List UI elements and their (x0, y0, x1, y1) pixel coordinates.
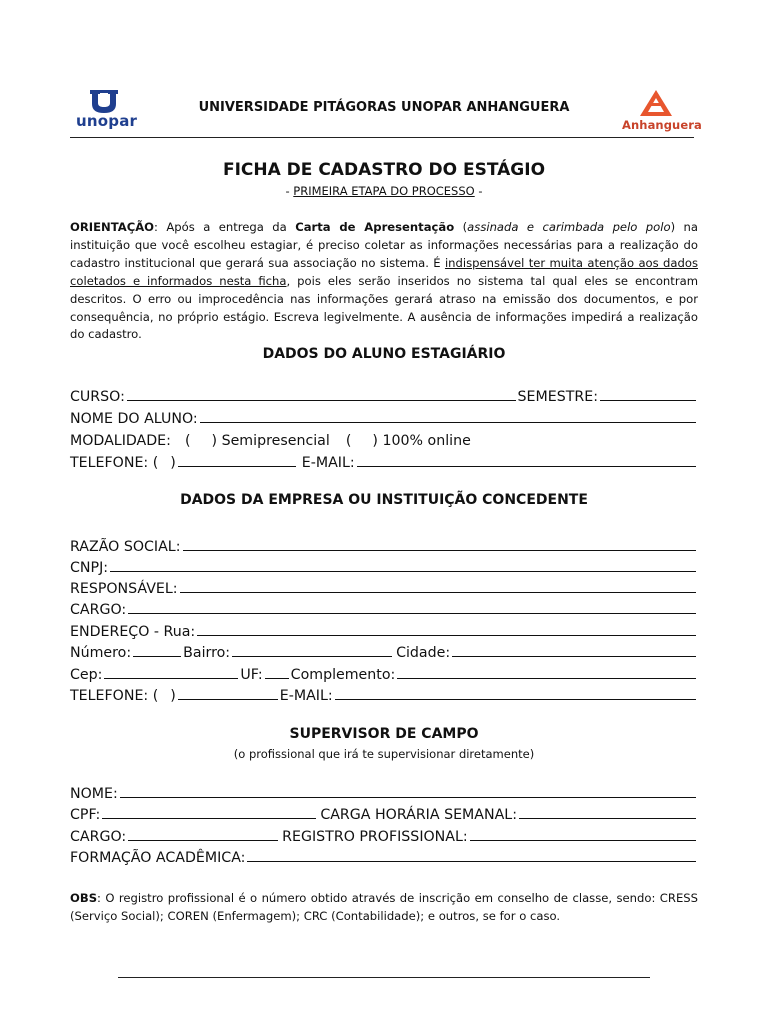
razao-social-label: RAZÃO SOCIAL: (70, 539, 181, 555)
unopar-logo (72, 90, 142, 132)
telefone-aluno-label: TELEFONE: ( (70, 455, 159, 471)
formacao-field[interactable] (247, 861, 696, 862)
company-section-title: DADOS DA EMPRESA OU INSTITUIÇÃO CONCEDENTE (180, 492, 588, 508)
anhanguera-logo (622, 88, 702, 134)
email-aluno-label: E-MAIL: (301, 455, 355, 471)
form-subtitle-text: PRIMEIRA ETAPA DO PROCESSO (293, 184, 475, 198)
carga-horaria-label: CARGA HORÁRIA SEMANAL: (320, 807, 517, 823)
bairro-label: Bairro: (183, 645, 231, 661)
formacao-row (70, 846, 698, 866)
responsavel-row (70, 577, 698, 597)
cidade-label: Cidade: (396, 645, 451, 661)
registro-label: REGISTRO PROFISSIONAL: (282, 829, 468, 845)
cep-field[interactable] (104, 678, 238, 679)
cep-uf-complemento-row (70, 663, 698, 683)
cargo-empresa-label: CARGO: (70, 602, 127, 618)
telefone-aluno-row: TELEFONE: ( ) E-MAIL: (70, 451, 698, 471)
student-section-title: DADOS DO ALUNO ESTAGIÁRIO (262, 346, 506, 362)
responsavel-field[interactable] (180, 592, 696, 593)
cidade-field[interactable] (452, 656, 696, 657)
endereco-field[interactable] (197, 635, 696, 636)
registro-field[interactable] (470, 840, 696, 841)
endereco-row (70, 620, 698, 640)
obs-label: OBS (70, 891, 98, 905)
carga-horaria-field[interactable] (519, 818, 696, 819)
anhanguera-logo-text: Anhanguera (622, 118, 702, 132)
numero-bairro-cidade-row (70, 641, 698, 661)
email-empresa-label: E-MAIL: (279, 688, 333, 704)
numero-field[interactable] (133, 656, 181, 657)
numero-label: Número: (70, 645, 132, 661)
orientation-label: ORIENTAÇÃO (70, 220, 155, 234)
cnpj-field[interactable] (110, 571, 696, 572)
page-header (0, 0, 768, 140)
complemento-field[interactable] (397, 678, 696, 679)
form-title: FICHA DE CADASTRO DO ESTÁGIO (222, 160, 546, 180)
modalidade-row (70, 429, 698, 449)
cargo-supervisor-field[interactable] (128, 840, 278, 841)
telefone-aluno-field[interactable] (178, 466, 296, 467)
nome-aluno-field[interactable] (200, 422, 696, 423)
cpf-carga-row (70, 803, 698, 823)
anhanguera-triangle-icon (638, 88, 674, 118)
nome-aluno-row (70, 407, 698, 427)
cnpj-label: CNPJ: (70, 560, 109, 576)
form-subtitle: - PRIMEIRA ETAPA DO PROCESSO - (285, 184, 483, 198)
option-semipresencial-label: ) Semipresencial (211, 433, 330, 449)
nome-aluno-label: NOME DO ALUNO: (70, 411, 198, 427)
formacao-label: FORMAÇÃO ACADÊMICA: (70, 850, 246, 866)
cargo-supervisor-label: CARGO: (70, 829, 127, 845)
endereco-label: ENDEREÇO - Rua: (70, 624, 196, 640)
option-online-label: ) 100% online (372, 433, 471, 449)
bairro-field[interactable] (232, 656, 392, 657)
signature-line[interactable] (118, 977, 650, 978)
supervisor-note: (o profissional que irá te supervisionar diretamente) (233, 747, 535, 761)
responsavel-label: RESPONSÁVEL: (70, 581, 178, 597)
checkbox-semipresencial[interactable]: ( (184, 433, 191, 449)
semestre-field[interactable] (600, 400, 696, 401)
supervisor-section-title: SUPERVISOR DE CAMPO (289, 726, 479, 742)
nome-supervisor-field[interactable] (120, 797, 696, 798)
obs-text: : O registro profissional é o número obtido através de inscrição em conselho de classe, sendo: CRESS (Serviço Social); COREN (Enfermagem); CRC (Contabilidade); e outros, se for o caso. (70, 891, 698, 923)
cargo-empresa-row (70, 598, 698, 618)
curso-row (70, 385, 698, 405)
telefone-empresa-row: TELEFONE: ( ) E-MAIL: (70, 684, 698, 704)
checkbox-online[interactable]: ( (345, 433, 352, 449)
nome-supervisor-label: NOME: (70, 786, 118, 802)
telefone-empresa-label: TELEFONE: ( (70, 688, 159, 704)
cep-label: Cep: (70, 667, 103, 683)
telefone-empresa-field[interactable] (178, 699, 278, 700)
uf-field[interactable] (265, 678, 289, 679)
cargo-registro-row (70, 825, 698, 845)
header-divider (70, 137, 694, 138)
cargo-empresa-field[interactable] (128, 613, 696, 614)
nome-supervisor-row (70, 782, 698, 802)
university-title: UNIVERSIDADE PITÁGORAS UNOPAR ANHANGUERA (198, 100, 570, 115)
uf-label: UF: (240, 667, 263, 683)
modalidade-label: MODALIDADE: (70, 433, 171, 449)
curso-field[interactable] (127, 400, 516, 401)
cpf-label: CPF: (70, 807, 101, 823)
obs-paragraph (70, 889, 698, 925)
complemento-label: Complemento: (290, 667, 396, 683)
curso-label: CURSO: (70, 389, 125, 405)
orientation-paragraph: ORIENTAÇÃO: Após a entrega da Carta de Apresentação (assinada e carimbada pelo polo) na instituição que você escolheu estagiar, é preciso coletar as informações necessárias para a realização do cadastro institucional que gerará sua associação no sistema. É indispensável ter muita atenção aos dados coletados e informados nesta ficha, pois eles serão inseridos no sistema tal qual eles se encontram descritos. O erro ou improcedência nas informações gerará atraso na emissão dos documentos, e por consequência, no próprio estágio. Escreva legivelmente. A ausência de informações impedirá a realização do cadastro. (70, 220, 698, 342)
cpf-field[interactable] (102, 818, 316, 819)
cnpj-row (70, 556, 698, 576)
razao-social-field[interactable] (183, 550, 697, 551)
unopar-logo-text: unopar (76, 112, 138, 130)
email-empresa-field[interactable] (335, 699, 696, 700)
semestre-label: SEMESTRE: (517, 389, 598, 405)
razao-social-row (70, 535, 698, 555)
email-aluno-field[interactable] (357, 466, 696, 467)
unopar-u-icon (88, 90, 120, 114)
